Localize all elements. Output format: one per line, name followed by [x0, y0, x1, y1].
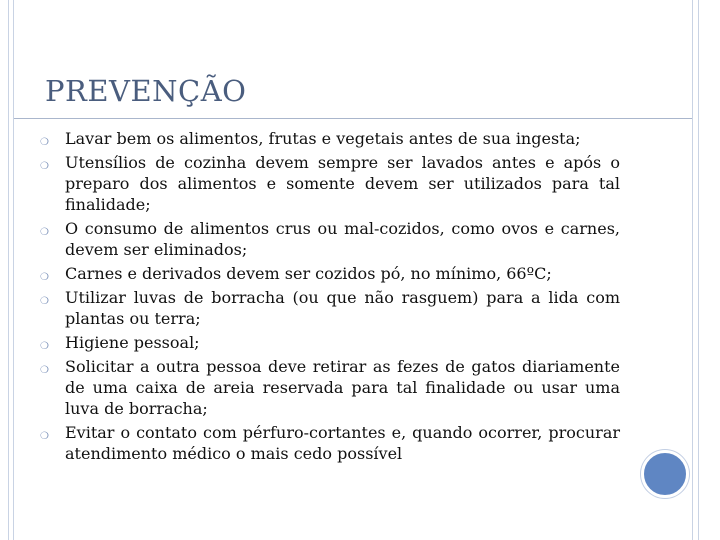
title-divider — [14, 118, 692, 119]
bullet-text: Lavar bem os alimentos, frutas e vegetais antes de sua ingesta; — [65, 129, 581, 148]
bullet-item — [40, 332, 620, 353]
bullet-text: Utensílios de cozinha devem sempre ser lavados antes e após o preparo dos alimentos e somente devem ser utilizados para tal finalidade; — [65, 153, 620, 214]
bullet-circle-icon: ❍ — [40, 431, 49, 442]
bullet-circle-icon: ❍ — [40, 137, 49, 148]
slide-title: PREVENÇÃO — [45, 74, 247, 108]
bullet-circle-icon: ❍ — [40, 341, 49, 352]
bullet-text: Utilizar luvas de borracha (ou que não rasguem) para a lida com plantas ou terra; — [65, 288, 620, 328]
decorative-circle — [641, 450, 689, 498]
right-border-frame — [692, 0, 699, 540]
bullet-circle-icon: ❍ — [40, 365, 49, 376]
bullet-text: Higiene pessoal; — [65, 333, 200, 352]
bullet-circle-icon: ❍ — [40, 296, 49, 307]
bullet-item — [40, 128, 620, 149]
bullet-text: O consumo de alimentos crus ou mal-cozidos, como ovos e carnes, devem ser eliminados; — [65, 219, 620, 259]
bullet-item — [40, 422, 620, 464]
bullet-item — [40, 218, 620, 260]
bullet-text: Evitar o contato com pérfuro-cortantes e, quando ocorrer, procurar atendimento médico o mais cedo possível — [65, 423, 620, 463]
bullet-item — [40, 356, 620, 419]
bullet-text: Carnes e derivados devem ser cozidos pó, no mínimo, 66ºC; — [65, 264, 552, 283]
bullet-text: Solicitar a outra pessoa deve retirar as fezes de gatos diariamente de uma caixa de areia reservada para tal finalidade ou usar uma luva de borracha; — [65, 357, 620, 418]
bullet-item — [40, 152, 620, 215]
bullet-item — [40, 263, 620, 284]
left-border-frame — [8, 0, 14, 540]
bullet-list — [40, 128, 620, 467]
bullet-circle-icon: ❍ — [40, 161, 49, 172]
bullet-circle-icon: ❍ — [40, 227, 49, 238]
bullet-item — [40, 287, 620, 329]
bullet-circle-icon: ❍ — [40, 272, 49, 283]
